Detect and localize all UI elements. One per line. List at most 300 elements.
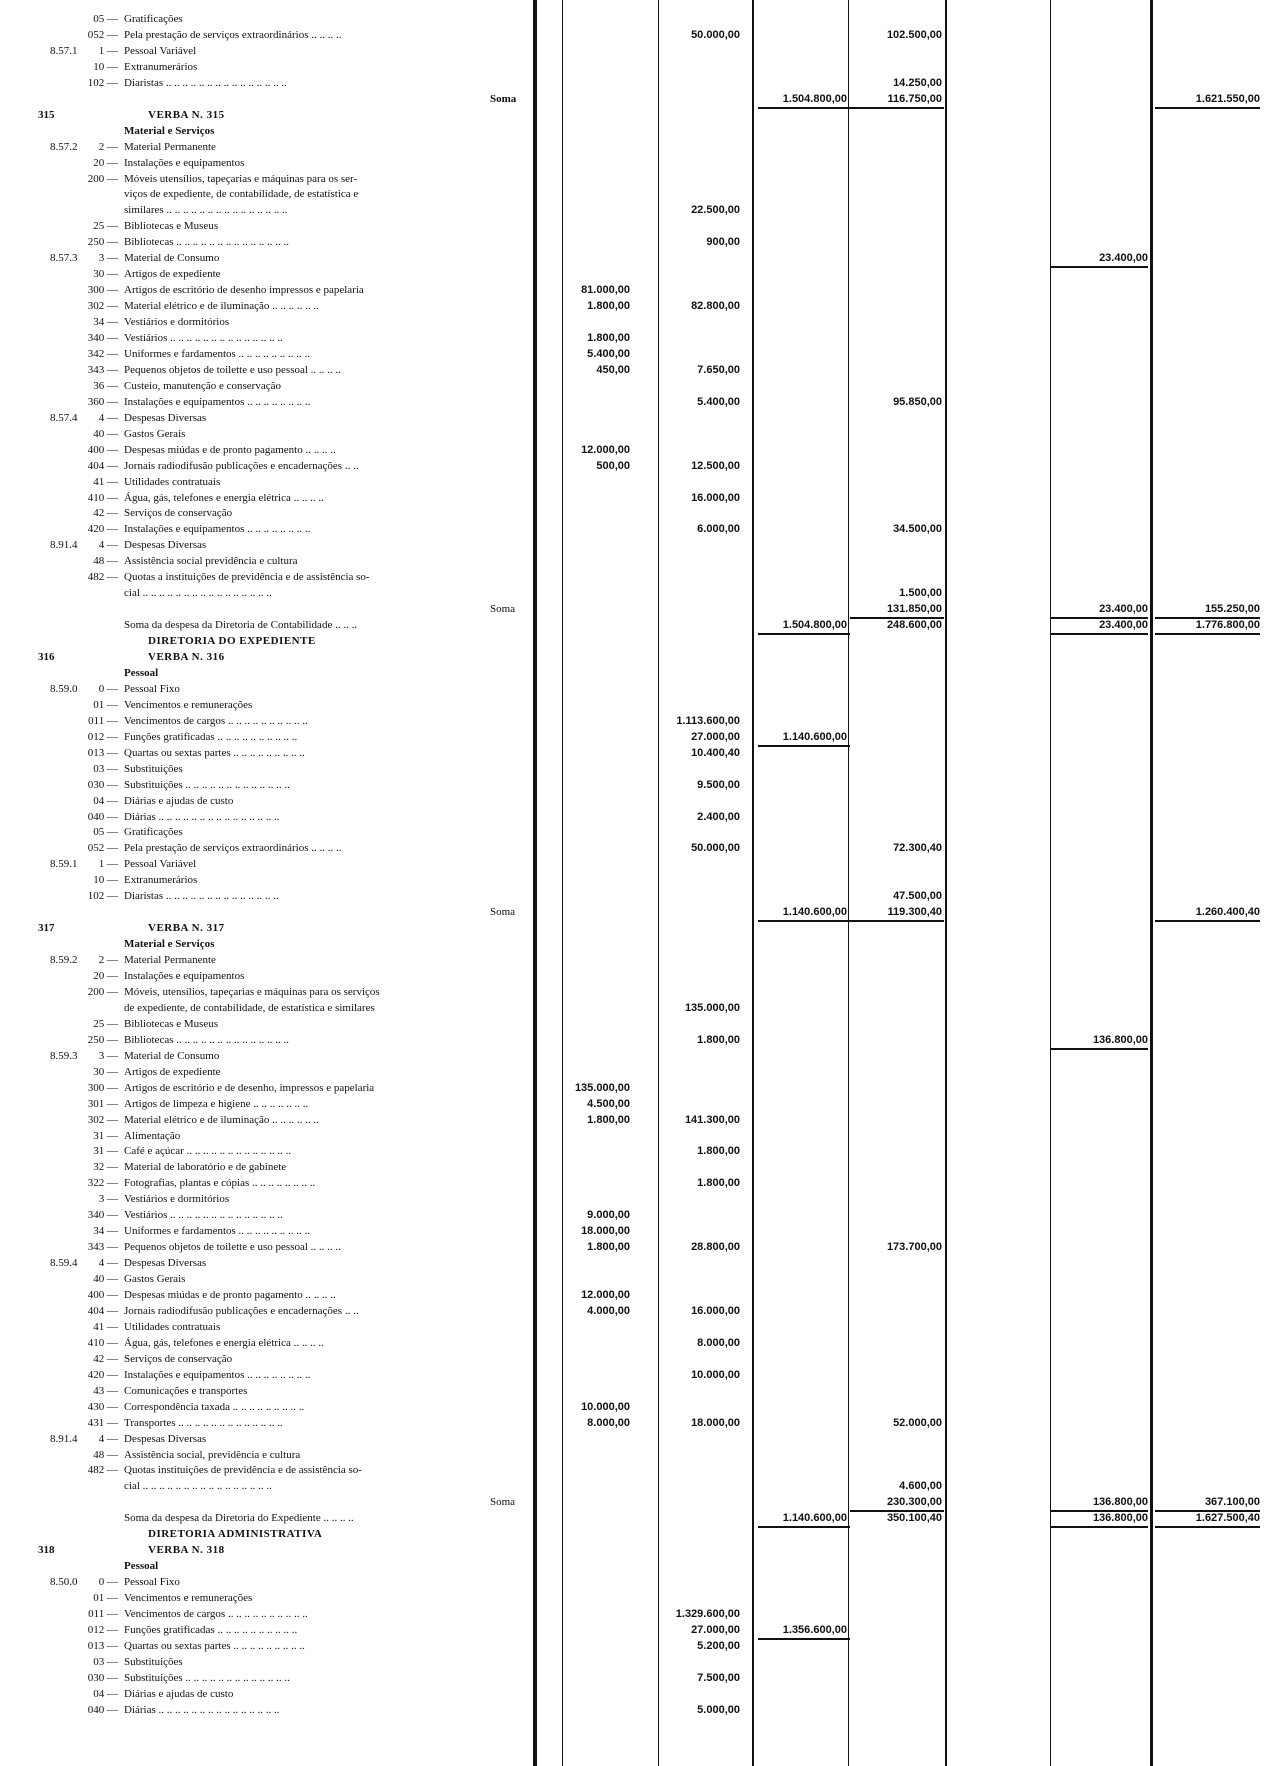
- item-code: 200 —: [87, 172, 118, 185]
- item-description: Jornais radiodifusão publicações e encadernações .. ..: [124, 459, 359, 472]
- item-code: 01 —: [93, 698, 118, 711]
- item-code: 030 —: [87, 778, 118, 791]
- section-title: DIRETORIA DO EXPEDIENTE: [148, 635, 316, 648]
- item-description: Fotografias, plantas e cópias .. .. .. .. .. .. .. ..: [124, 1177, 316, 1190]
- total-underline: [1155, 920, 1260, 922]
- item-description: Pequenos objetos de toilette e uso pessoal .. .. .. ..: [124, 1241, 341, 1254]
- item-code: 40 —: [93, 1273, 118, 1286]
- item-description: Vestiários e dormitórios: [124, 1193, 230, 1206]
- item-code: 011 —: [88, 1608, 118, 1620]
- amount-c4: 230.300,00: [886, 1496, 942, 1509]
- verba-number: 317: [38, 922, 55, 935]
- item-code: 42 —: [93, 1352, 118, 1365]
- amount-c4: 131.850,00: [886, 603, 942, 616]
- item-description: Água, gás, telefones e energia elétrica .. .. .. ..: [124, 1336, 324, 1349]
- item-description: cial .. .. .. .. .. .. .. .. .. .. .. .. .. .. .. ..: [124, 1480, 272, 1493]
- amount-c2: 135.000,00: [684, 1001, 740, 1014]
- item-description: Despesas Diversas: [124, 1432, 207, 1445]
- budget-line: [0, 1144, 1268, 1158]
- budget-line: [0, 1384, 1268, 1398]
- item-code: 102 —: [87, 76, 118, 89]
- amount-c4: 248.600,00: [886, 619, 942, 632]
- item-description: Pessoal Fixo: [124, 682, 180, 695]
- item-code: 30 —: [93, 268, 118, 281]
- amount-c3: 1.140.600,00: [782, 906, 847, 919]
- item-code: 400 —: [87, 443, 118, 456]
- item-description: Artigos de expediente: [124, 1065, 221, 1078]
- item-code: 0 —: [98, 1576, 118, 1589]
- budget-line: [0, 283, 1268, 297]
- verba-number: 315: [38, 108, 55, 121]
- budget-line: [0, 762, 1268, 776]
- amount-c2: 27.000,00: [691, 730, 740, 743]
- item-description: Diárias e ajudas de custo: [124, 1687, 234, 1700]
- amount-c1: 10.000,00: [581, 1400, 630, 1413]
- total-underline: [1050, 266, 1148, 268]
- amount-c4: 95.850,00: [893, 395, 942, 408]
- classification-code: 8.59.0: [50, 682, 78, 695]
- budget-line: [0, 570, 1268, 584]
- amount-c2: 10.000,00: [691, 1368, 740, 1381]
- total-underline: [758, 745, 850, 747]
- item-code: 34 —: [93, 316, 118, 329]
- item-description: Material e Serviços: [124, 124, 215, 137]
- budget-line: [0, 1001, 1268, 1015]
- item-description: Extranumerários: [124, 60, 198, 73]
- item-description: Serviços de conservação: [124, 1352, 233, 1365]
- item-description: Comunicações e transportes: [124, 1384, 248, 1397]
- budget-line: [0, 379, 1268, 393]
- budget-line: [0, 92, 1268, 106]
- item-code: 03 —: [93, 762, 118, 775]
- budget-line: [0, 1288, 1268, 1302]
- item-description: Funções gratificadas .. .. .. .. .. .. .. .. .. ..: [124, 1623, 298, 1636]
- budget-line: [0, 825, 1268, 839]
- classification-code: 8.91.4: [50, 539, 78, 552]
- budget-line: [0, 28, 1268, 42]
- amount-c2: 141.300,00: [684, 1113, 740, 1126]
- amount-c2: 82.800,00: [691, 300, 740, 313]
- item-description: Móveis utensílios, tapeçarias e máquinas para os ser-: [124, 172, 358, 185]
- item-code: 102 —: [87, 890, 118, 903]
- amount-c5: 23.400,00: [1099, 619, 1148, 632]
- item-code: 05 —: [93, 13, 118, 25]
- item-description: Substituições .. .. .. .. .. .. .. .. .. .. .. .. ..: [124, 778, 290, 791]
- item-description: Despesas Diversas: [124, 411, 207, 424]
- amount-c4: 1.500,00: [899, 587, 942, 600]
- budget-line: [0, 427, 1268, 441]
- budget-line: [0, 1527, 1268, 1541]
- budget-line: [0, 459, 1268, 473]
- budget-line: [0, 1400, 1268, 1414]
- item-code: 2 —: [98, 140, 118, 153]
- amount-c4: 119.300,40: [887, 906, 942, 919]
- item-code: 302 —: [87, 1113, 118, 1126]
- budget-line: [0, 1591, 1268, 1605]
- item-description: Despesas miúdas e de pronto pagamento .. .. .. ..: [124, 1289, 336, 1301]
- section-title: VERBA N. 315: [148, 108, 225, 121]
- section-title: VERBA N. 318: [148, 1544, 225, 1557]
- budget-line: [0, 1113, 1268, 1127]
- item-description: Assistência social previdência e cultura: [124, 555, 298, 568]
- total-underline: [850, 107, 944, 109]
- budget-line: [0, 1368, 1268, 1382]
- amount-c1: 12.000,00: [581, 443, 630, 456]
- budget-line: [0, 44, 1268, 58]
- item-description: Uniformes e fardamentos .. .. .. .. .. .. .. .. ..: [124, 1225, 311, 1238]
- item-code: 030 —: [87, 1671, 118, 1684]
- amount-c3: 1.140.600,00: [782, 730, 847, 743]
- item-code: 400 —: [87, 1289, 118, 1301]
- item-description: Soma: [490, 906, 516, 919]
- amount-c4: 14.250,00: [893, 76, 942, 89]
- item-description: Gratificações: [124, 826, 183, 839]
- item-description: Móveis, utensílios, tapeçarias e máquinas para os serviços: [124, 985, 380, 998]
- item-description: Instalações e equipamentos .. .. .. .. .. .. .. ..: [124, 395, 311, 408]
- amount-c2: 16.000,00: [691, 491, 740, 504]
- item-code: 05 —: [93, 826, 118, 839]
- budget-line: [0, 1160, 1268, 1174]
- amount-c2: 5.200,00: [697, 1639, 740, 1652]
- item-code: 10 —: [93, 60, 118, 73]
- item-code: 340 —: [87, 1209, 118, 1222]
- item-description: Despesas Diversas: [124, 1257, 207, 1270]
- item-description: Pessoal Fixo: [124, 1576, 180, 1589]
- budget-line: [0, 1671, 1268, 1685]
- amount-c4: 52.000,00: [893, 1416, 942, 1429]
- total-underline: [1050, 617, 1148, 619]
- budget-line: [0, 746, 1268, 760]
- amount-c1: 8.000,00: [587, 1416, 630, 1429]
- amount-c4: 173.700,00: [886, 1241, 942, 1254]
- section-title: VERBA N. 316: [148, 651, 225, 663]
- budget-line: [0, 187, 1268, 201]
- budget-line: [0, 1033, 1268, 1047]
- item-code: 31 —: [93, 1129, 118, 1142]
- item-description: Instalações e equipamentos: [124, 970, 245, 982]
- classification-code: 8.59.1: [50, 858, 78, 871]
- item-code: 300 —: [87, 1081, 118, 1094]
- budget-line: [0, 634, 1268, 648]
- budget-line: [0, 921, 1268, 935]
- budget-line: [0, 347, 1268, 361]
- item-code: 31 —: [93, 1145, 118, 1158]
- budget-line: [0, 203, 1268, 217]
- amount-c5: 136.800,00: [1092, 1033, 1148, 1046]
- item-code: 1 —: [98, 858, 118, 871]
- total-underline: [1050, 1526, 1148, 1528]
- budget-line: [0, 554, 1268, 568]
- budget-line: [0, 1224, 1268, 1238]
- budget-line: [0, 1639, 1268, 1653]
- item-code: 04 —: [93, 794, 118, 807]
- amount-c2: 900,00: [706, 236, 740, 249]
- item-code: 4 —: [98, 539, 118, 552]
- amount-c3: 1.504.800,00: [782, 92, 847, 105]
- item-description: Vencimentos de cargos .. .. .. .. .. .. .. .. .. ..: [124, 714, 308, 727]
- item-code: 040 —: [87, 1703, 118, 1716]
- budget-line: [0, 1495, 1268, 1509]
- item-code: 20 —: [93, 156, 118, 169]
- item-description: Bibliotecas e Museus: [124, 220, 219, 233]
- budget-line: [0, 299, 1268, 313]
- budget-line: [0, 1208, 1268, 1222]
- amount-c2: 28.800,00: [691, 1241, 740, 1254]
- amount-c1: 135.000,00: [574, 1081, 630, 1094]
- amount-c2: 9.500,00: [697, 778, 740, 791]
- budget-line: [0, 12, 1268, 26]
- budget-line: [0, 778, 1268, 792]
- budget-line: [0, 1240, 1268, 1254]
- budget-line: [0, 1097, 1268, 1111]
- item-description: Soma da despesa da Diretoria do Expediente .. .. .. ..: [124, 1512, 354, 1525]
- item-description: Quotas instituições de previdência e de assistência so-: [124, 1464, 362, 1477]
- item-description: Utilidades contratuais: [124, 475, 221, 488]
- item-description: Soma: [490, 92, 517, 105]
- budget-line: [0, 873, 1268, 887]
- item-description: Artigos de escritório e de desenho, impressos e papelaria: [124, 1081, 375, 1094]
- item-code: 482 —: [87, 571, 118, 584]
- budget-line: [0, 714, 1268, 728]
- item-description: Diaristas .. .. .. .. .. .. .. .. .. .. .. .. .. ..: [124, 890, 279, 903]
- budget-line: [0, 363, 1268, 377]
- amount-c2: 7.650,00: [697, 363, 740, 376]
- total-underline: [1155, 1526, 1260, 1528]
- item-description: Vencimentos e remunerações: [124, 698, 253, 711]
- item-code: 250 —: [87, 1033, 118, 1046]
- amount-c5: 136.800,00: [1092, 1512, 1148, 1525]
- item-description: Gratificações: [124, 13, 183, 25]
- budget-line: [0, 1081, 1268, 1095]
- budget-line: [0, 251, 1268, 265]
- item-description: Gastos Gerais: [124, 1273, 186, 1286]
- item-description: Utilidades contratuais: [124, 1320, 221, 1333]
- amount-c4: 34.500,00: [893, 523, 942, 536]
- item-code: 48 —: [93, 1448, 118, 1461]
- item-description: Material e Serviços: [124, 938, 215, 951]
- budget-line: [0, 1129, 1268, 1143]
- budget-line: [0, 491, 1268, 505]
- item-description: Bibliotecas .. .. .. .. .. .. .. .. .. .. .. .. .. ..: [124, 1033, 289, 1046]
- amount-c2: 5.400,00: [697, 395, 740, 408]
- classification-code: 8.91.4: [50, 1432, 78, 1445]
- budget-line: [0, 1065, 1268, 1079]
- item-code: 404 —: [87, 459, 118, 472]
- item-code: 200 —: [87, 985, 118, 998]
- total-underline: [850, 1510, 944, 1512]
- amount-c2: 6.000,00: [697, 523, 740, 536]
- item-description: Vestiários .. .. .. .. .. .. .. .. .. .. .. .. .. ..: [124, 332, 283, 344]
- item-code: 420 —: [87, 1368, 118, 1381]
- item-description: Pequenos objetos de toilette e uso pessoal .. .. .. ..: [124, 363, 341, 376]
- budget-line: [0, 1256, 1268, 1270]
- amount-c1: 4.000,00: [587, 1304, 630, 1317]
- item-description: Soma: [490, 1496, 516, 1509]
- item-code: 404 —: [87, 1304, 118, 1317]
- item-code: 340 —: [87, 332, 118, 344]
- budget-line: [0, 522, 1268, 536]
- amount-c5: 136.800,00: [1092, 1496, 1148, 1509]
- amount-c1: 12.000,00: [581, 1289, 630, 1301]
- amount-c6: 367.100,00: [1204, 1496, 1260, 1509]
- item-code: 04 —: [93, 1687, 118, 1700]
- budget-line: [0, 1352, 1268, 1366]
- item-description: Artigos de limpeza e higiene .. .. .. .. .. .. ..: [124, 1097, 309, 1110]
- item-code: 34 —: [93, 1225, 118, 1238]
- amount-c2: 12.500,00: [691, 459, 740, 472]
- amount-c6: 1.260.400,40: [1195, 906, 1260, 919]
- budget-line: [0, 937, 1268, 951]
- amount-c1: 18.000,00: [581, 1225, 630, 1238]
- amount-c1: 5.400,00: [587, 347, 630, 360]
- total-underline: [850, 617, 944, 619]
- item-code: 343 —: [87, 363, 118, 376]
- budget-line: [0, 1272, 1268, 1286]
- item-description: Vencimentos e remunerações: [124, 1592, 253, 1605]
- budget-line: [0, 267, 1268, 281]
- item-code: 3 —: [98, 252, 118, 265]
- item-code: 25 —: [93, 220, 118, 233]
- amount-c2: 5.000,00: [697, 1703, 740, 1716]
- amount-c1: 1.800,00: [587, 1241, 630, 1254]
- item-code: 300 —: [87, 284, 118, 297]
- budget-line: [0, 730, 1268, 744]
- budget-line: [0, 969, 1268, 983]
- classification-code: 8.57.2: [50, 140, 78, 153]
- budget-line: [0, 1559, 1268, 1573]
- item-code: 040 —: [87, 810, 118, 823]
- item-description: Material Permanente: [124, 140, 216, 153]
- total-underline: [1155, 633, 1260, 635]
- item-code: 41 —: [93, 475, 118, 488]
- budget-line: [0, 857, 1268, 871]
- total-underline: [1155, 107, 1260, 109]
- item-code: 30 —: [93, 1065, 118, 1078]
- total-underline: [850, 920, 944, 922]
- budget-line: [0, 1655, 1268, 1669]
- item-description: Despesas miúdas e de pronto pagamento .. .. .. ..: [124, 443, 336, 456]
- item-description: Pela prestação de serviços extraordinários .. .. .. ..: [124, 842, 342, 855]
- item-description: Uniformes e fardamentos .. .. .. .. .. .. .. .. ..: [124, 347, 311, 360]
- budget-line: [0, 315, 1268, 329]
- item-description: Gastos Gerais: [124, 427, 186, 440]
- item-code: 0 —: [98, 682, 118, 695]
- item-code: 430 —: [87, 1400, 118, 1413]
- item-description: cial .. .. .. .. .. .. .. .. .. .. .. .. .. .. .. ..: [124, 587, 272, 600]
- item-code: 343 —: [87, 1241, 118, 1254]
- item-description: Substituições: [124, 1655, 183, 1668]
- budget-line: [0, 140, 1268, 154]
- budget-line: [0, 1543, 1268, 1557]
- item-description: Material de Consumo: [124, 252, 220, 265]
- item-description: Artigos de escritório de desenho impressos e papelaria: [124, 284, 364, 297]
- item-description: de expediente, de contabilidade, de estatística e similares: [124, 1001, 375, 1014]
- item-description: Vestiários e dormitórios: [124, 316, 230, 329]
- item-description: Pessoal: [124, 1560, 159, 1573]
- amount-c3: 1.504.800,00: [782, 619, 847, 632]
- item-code: 360 —: [87, 395, 118, 408]
- item-description: Pessoal Variável: [124, 44, 197, 57]
- item-description: Diárias .. .. .. .. .. .. .. .. .. .. .. .. .. .. ..: [124, 810, 280, 823]
- amount-c4: 4.600,00: [899, 1480, 942, 1493]
- budget-line: [0, 1623, 1268, 1637]
- item-code: 03 —: [93, 1655, 118, 1668]
- item-description: Diárias .. .. .. .. .. .. .. .. .. .. .. .. .. .. ..: [124, 1703, 280, 1716]
- item-code: 43 —: [93, 1384, 118, 1397]
- amount-c2: 50.000,00: [691, 28, 740, 41]
- item-description: Material elétrico e de iluminação .. .. .. .. .. ..: [124, 300, 319, 313]
- amount-c4: 350.100,40: [886, 1512, 942, 1525]
- item-code: 410 —: [87, 491, 118, 504]
- item-description: Instalações e equipamentos: [124, 156, 245, 169]
- item-description: Pessoal: [124, 666, 159, 679]
- amount-c2: 7.500,00: [697, 1671, 740, 1684]
- item-code: 250 —: [87, 236, 118, 249]
- amount-c1: 1.800,00: [587, 300, 630, 313]
- item-code: 41 —: [93, 1320, 118, 1333]
- total-underline: [758, 920, 850, 922]
- budget-line: [0, 506, 1268, 520]
- classification-code: 8.57.3: [50, 252, 78, 265]
- budget-line: [0, 60, 1268, 74]
- total-underline: [758, 633, 850, 635]
- budget-line: [0, 1448, 1268, 1462]
- amount-c2: 1.800,00: [697, 1033, 740, 1046]
- item-description: Artigos de expediente: [124, 268, 221, 281]
- classification-code: 8.57.4: [50, 411, 78, 424]
- amount-c2: 1.800,00: [697, 1177, 740, 1190]
- section-title: DIRETORIA ADMINISTRATIVA: [148, 1528, 323, 1541]
- amount-c2: 10.400,40: [691, 746, 740, 759]
- item-code: 012 —: [87, 1623, 118, 1636]
- budget-line: [0, 650, 1268, 664]
- item-description: Custeio, manutenção e conservação: [124, 379, 281, 392]
- item-description: Jornais radiodifusão publicações e encadernações .. ..: [124, 1304, 359, 1317]
- item-description: Instalações e equipamentos .. .. .. .. .. .. .. ..: [124, 523, 311, 536]
- item-description: Alimentação: [124, 1129, 181, 1142]
- budget-line: [0, 395, 1268, 409]
- item-description: Quotas a instituições de previdência e de assistência so-: [124, 571, 370, 584]
- budget-line: [0, 1703, 1268, 1717]
- amount-c2: 16.000,00: [691, 1304, 740, 1317]
- item-description: Despesas Diversas: [124, 539, 207, 552]
- item-code: 4 —: [98, 1432, 118, 1445]
- amount-c1: 81.000,00: [581, 284, 630, 297]
- budget-line: [0, 331, 1268, 345]
- item-code: 10 —: [93, 874, 118, 887]
- budget-line: [0, 1511, 1268, 1525]
- total-underline: [1050, 1510, 1148, 1512]
- budget-line: [0, 841, 1268, 855]
- budget-line: [0, 985, 1268, 999]
- item-description: Vencimentos de cargos .. .. .. .. .. .. .. .. .. ..: [124, 1608, 308, 1620]
- item-description: Soma da despesa da Diretoria de Contabilidade .. .. ..: [124, 619, 358, 632]
- amount-c1: 500,00: [596, 459, 630, 472]
- budget-line: [0, 698, 1268, 712]
- amount-c2: 8.000,00: [697, 1336, 740, 1349]
- item-description: Café e açúcar .. .. .. .. .. .. .. .. .. .. .. .. ..: [124, 1145, 292, 1158]
- amount-c2: 1.800,00: [697, 1145, 740, 1158]
- budget-line: [0, 219, 1268, 233]
- classification-code: 8.59.4: [50, 1257, 78, 1270]
- budget-line: [0, 1304, 1268, 1318]
- item-code: 482 —: [87, 1464, 118, 1477]
- total-underline: [758, 107, 850, 109]
- budget-line: [0, 810, 1268, 824]
- item-description: Instalações e equipamentos .. .. .. .. .. .. .. ..: [124, 1368, 311, 1381]
- item-code: 01 —: [93, 1592, 118, 1605]
- item-code: 012 —: [87, 730, 118, 743]
